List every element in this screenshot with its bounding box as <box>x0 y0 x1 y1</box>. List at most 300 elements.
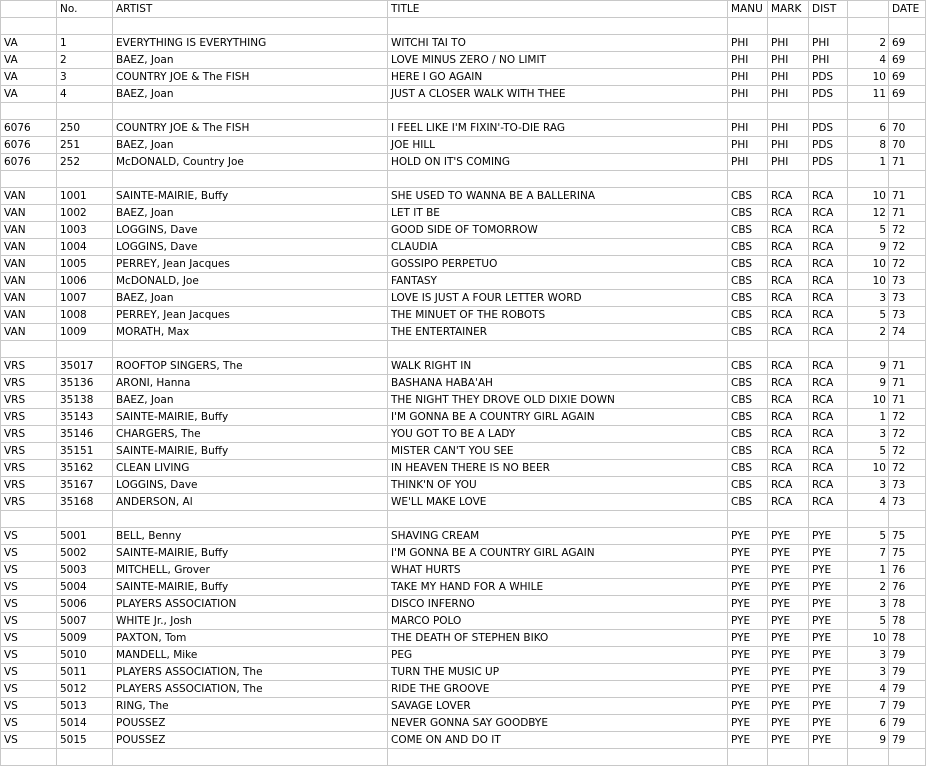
cell-distributor: PDS <box>809 137 848 154</box>
cell-marketing: PYE <box>768 715 809 732</box>
cell-manufacturer <box>728 171 768 188</box>
cell-label-code: VRS <box>1 358 57 375</box>
header-cell-artist: ARTIST <box>113 1 388 18</box>
table-row <box>1 52 926 69</box>
cell-month: 5 <box>848 307 889 324</box>
cell-artist: McDONALD, Joe <box>113 273 388 290</box>
cell-title: THE NIGHT THEY DROVE OLD DIXIE DOWN <box>388 392 728 409</box>
cell-catalog-number: 35167 <box>57 477 113 494</box>
cell-manufacturer: PYE <box>728 562 768 579</box>
cell-manufacturer: PYE <box>728 613 768 630</box>
cell-distributor: PYE <box>809 664 848 681</box>
table-row <box>1 698 926 715</box>
cell-year <box>889 171 926 188</box>
cell-month <box>848 749 889 766</box>
cell-artist: LOGGINS, Dave <box>113 477 388 494</box>
table-row <box>1 545 926 562</box>
cell-year: 69 <box>889 86 926 103</box>
cell-marketing: PYE <box>768 664 809 681</box>
cell-artist: PAXTON, Tom <box>113 630 388 647</box>
cell-artist: LOGGINS, Dave <box>113 222 388 239</box>
cell-month: 4 <box>848 494 889 511</box>
cell-year: 75 <box>889 545 926 562</box>
cell-year: 69 <box>889 35 926 52</box>
cell-title <box>388 511 728 528</box>
cell-year: 75 <box>889 528 926 545</box>
table-row <box>1 443 926 460</box>
cell-catalog-number: 1002 <box>57 205 113 222</box>
cell-year: 73 <box>889 290 926 307</box>
cell-year: 76 <box>889 579 926 596</box>
cell-month: 4 <box>848 52 889 69</box>
cell-marketing: PYE <box>768 579 809 596</box>
cell-artist: EVERYTHING IS EVERYTHING <box>113 35 388 52</box>
cell-manufacturer: CBS <box>728 443 768 460</box>
cell-distributor: RCA <box>809 188 848 205</box>
cell-artist: McDONALD, Country Joe <box>113 154 388 171</box>
cell-year: 71 <box>889 188 926 205</box>
cell-manufacturer: CBS <box>728 222 768 239</box>
cell-distributor: PDS <box>809 69 848 86</box>
cell-manufacturer: CBS <box>728 256 768 273</box>
cell-marketing: PHI <box>768 120 809 137</box>
cell-catalog-number: 35146 <box>57 426 113 443</box>
cell-marketing <box>768 103 809 120</box>
cell-year: 76 <box>889 562 926 579</box>
cell-marketing: RCA <box>768 426 809 443</box>
cell-manufacturer: CBS <box>728 358 768 375</box>
cell-artist: LOGGINS, Dave <box>113 239 388 256</box>
cell-month: 1 <box>848 154 889 171</box>
table-row <box>1 749 926 766</box>
cell-title: WE'LL MAKE LOVE <box>388 494 728 511</box>
cell-catalog-number: 35162 <box>57 460 113 477</box>
cell-title: GOOD SIDE OF TOMORROW <box>388 222 728 239</box>
cell-distributor: RCA <box>809 290 848 307</box>
cell-month: 1 <box>848 562 889 579</box>
cell-year: 71 <box>889 205 926 222</box>
cell-label-code: VAN <box>1 188 57 205</box>
cell-artist <box>113 18 388 35</box>
cell-artist: MITCHELL, Grover <box>113 562 388 579</box>
cell-label-code: VS <box>1 647 57 664</box>
cell-marketing: RCA <box>768 477 809 494</box>
cell-catalog-number: 5011 <box>57 664 113 681</box>
table-row <box>1 375 926 392</box>
cell-catalog-number: 5009 <box>57 630 113 647</box>
cell-marketing: RCA <box>768 273 809 290</box>
cell-month: 3 <box>848 426 889 443</box>
cell-distributor: RCA <box>809 256 848 273</box>
cell-month: 10 <box>848 273 889 290</box>
cell-title: HOLD ON IT'S COMING <box>388 154 728 171</box>
cell-artist: SAINTE-MAIRIE, Buffy <box>113 545 388 562</box>
cell-month: 9 <box>848 239 889 256</box>
table-row <box>1 18 926 35</box>
cell-title: LOVE MINUS ZERO / NO LIMIT <box>388 52 728 69</box>
cell-label-code: VA <box>1 69 57 86</box>
cell-year: 79 <box>889 647 926 664</box>
cell-label-code <box>1 511 57 528</box>
cell-month: 3 <box>848 664 889 681</box>
cell-year: 78 <box>889 630 926 647</box>
cell-year <box>889 341 926 358</box>
cell-catalog-number <box>57 749 113 766</box>
cell-title: RIDE THE GROOVE <box>388 681 728 698</box>
cell-title: NEVER GONNA SAY GOODBYE <box>388 715 728 732</box>
cell-month: 7 <box>848 698 889 715</box>
cell-artist: SAINTE-MAIRIE, Buffy <box>113 579 388 596</box>
cell-label-code: VS <box>1 596 57 613</box>
cell-manufacturer: PYE <box>728 545 768 562</box>
cell-marketing: PYE <box>768 613 809 630</box>
cell-year: 71 <box>889 358 926 375</box>
cell-manufacturer: CBS <box>728 188 768 205</box>
cell-artist: MORATH, Max <box>113 324 388 341</box>
cell-month: 9 <box>848 375 889 392</box>
cell-year: 74 <box>889 324 926 341</box>
cell-distributor: PHI <box>809 52 848 69</box>
cell-month: 5 <box>848 443 889 460</box>
cell-marketing: PYE <box>768 698 809 715</box>
cell-label-code: 6076 <box>1 154 57 171</box>
cell-distributor <box>809 749 848 766</box>
cell-label-code: VRS <box>1 392 57 409</box>
cell-manufacturer: CBS <box>728 307 768 324</box>
cell-catalog-number: 5014 <box>57 715 113 732</box>
cell-marketing: PYE <box>768 681 809 698</box>
cell-distributor <box>809 341 848 358</box>
cell-label-code: VS <box>1 681 57 698</box>
table-row <box>1 562 926 579</box>
cell-marketing: PYE <box>768 562 809 579</box>
cell-title: MISTER CAN'T YOU SEE <box>388 443 728 460</box>
cell-title: LET IT BE <box>388 205 728 222</box>
cell-title: SAVAGE LOVER <box>388 698 728 715</box>
cell-year: 71 <box>889 154 926 171</box>
cell-marketing: PHI <box>768 137 809 154</box>
cell-artist: CLEAN LIVING <box>113 460 388 477</box>
cell-label-code: VAN <box>1 324 57 341</box>
cell-label-code: VS <box>1 664 57 681</box>
cell-label-code: VRS <box>1 409 57 426</box>
cell-title: FANTASY <box>388 273 728 290</box>
cell-artist: CHARGERS, The <box>113 426 388 443</box>
cell-label-code <box>1 749 57 766</box>
cell-title: THE ENTERTAINER <box>388 324 728 341</box>
table-row <box>1 290 926 307</box>
cell-manufacturer: CBS <box>728 375 768 392</box>
cell-manufacturer: PYE <box>728 681 768 698</box>
cell-marketing: RCA <box>768 188 809 205</box>
cell-artist <box>113 103 388 120</box>
cell-catalog-number <box>57 341 113 358</box>
table-row <box>1 69 926 86</box>
cell-distributor: RCA <box>809 477 848 494</box>
cell-label-code: VAN <box>1 222 57 239</box>
cell-catalog-number: 1001 <box>57 188 113 205</box>
cell-month: 5 <box>848 613 889 630</box>
cell-month: 5 <box>848 528 889 545</box>
table-row <box>1 409 926 426</box>
cell-title: GOSSIPO PERPETUO <box>388 256 728 273</box>
cell-manufacturer: PYE <box>728 664 768 681</box>
cell-marketing: RCA <box>768 375 809 392</box>
header-cell-catalog-number: No. <box>57 1 113 18</box>
cell-label-code: 6076 <box>1 120 57 137</box>
cell-artist: MANDELL, Mike <box>113 647 388 664</box>
header-cell-marketing: MARK <box>768 1 809 18</box>
cell-year: 72 <box>889 222 926 239</box>
cell-month: 10 <box>848 460 889 477</box>
table-row <box>1 307 926 324</box>
header-cell-distributor: DIST <box>809 1 848 18</box>
header-cell-label-code <box>1 1 57 18</box>
cell-catalog-number: 35138 <box>57 392 113 409</box>
cell-artist: BAEZ, Joan <box>113 86 388 103</box>
cell-label-code: VS <box>1 545 57 562</box>
cell-month: 6 <box>848 120 889 137</box>
cell-month: 11 <box>848 86 889 103</box>
cell-year: 73 <box>889 273 926 290</box>
cell-manufacturer: PHI <box>728 69 768 86</box>
cell-title: IN HEAVEN THERE IS NO BEER <box>388 460 728 477</box>
cell-marketing: PYE <box>768 545 809 562</box>
cell-marketing: RCA <box>768 256 809 273</box>
cell-manufacturer: PYE <box>728 596 768 613</box>
cell-manufacturer <box>728 341 768 358</box>
cell-catalog-number: 35017 <box>57 358 113 375</box>
table-row <box>1 511 926 528</box>
cell-distributor: PYE <box>809 562 848 579</box>
cell-distributor: PDS <box>809 154 848 171</box>
table-row <box>1 154 926 171</box>
cell-marketing: RCA <box>768 222 809 239</box>
cell-manufacturer: PHI <box>728 86 768 103</box>
cell-artist: BAEZ, Joan <box>113 205 388 222</box>
header-cell-year: DATE <box>889 1 926 18</box>
cell-title: THINK'N OF YOU <box>388 477 728 494</box>
cell-label-code <box>1 341 57 358</box>
cell-month: 4 <box>848 681 889 698</box>
cell-month: 2 <box>848 579 889 596</box>
cell-month: 6 <box>848 715 889 732</box>
cell-artist: PLAYERS ASSOCIATION, The <box>113 664 388 681</box>
cell-distributor: PDS <box>809 120 848 137</box>
table-row <box>1 273 926 290</box>
cell-catalog-number: 251 <box>57 137 113 154</box>
cell-manufacturer: CBS <box>728 290 768 307</box>
cell-marketing: RCA <box>768 460 809 477</box>
table-row <box>1 613 926 630</box>
cell-artist <box>113 749 388 766</box>
cell-marketing <box>768 749 809 766</box>
cell-month <box>848 511 889 528</box>
cell-distributor: PYE <box>809 732 848 749</box>
cell-marketing: PHI <box>768 69 809 86</box>
header-cell-month <box>848 1 889 18</box>
cell-label-code: VA <box>1 86 57 103</box>
cell-distributor <box>809 103 848 120</box>
cell-catalog-number: 1008 <box>57 307 113 324</box>
cell-marketing: RCA <box>768 409 809 426</box>
cell-artist <box>113 511 388 528</box>
cell-year: 71 <box>889 375 926 392</box>
cell-catalog-number: 252 <box>57 154 113 171</box>
table-row <box>1 477 926 494</box>
table-row <box>1 188 926 205</box>
cell-manufacturer <box>728 511 768 528</box>
cell-distributor: PYE <box>809 579 848 596</box>
cell-title <box>388 171 728 188</box>
cell-manufacturer: CBS <box>728 273 768 290</box>
cell-title: SHE USED TO WANNA BE A BALLERINA <box>388 188 728 205</box>
cell-distributor: PYE <box>809 596 848 613</box>
cell-catalog-number: 1006 <box>57 273 113 290</box>
cell-title <box>388 103 728 120</box>
cell-marketing <box>768 341 809 358</box>
cell-catalog-number: 2 <box>57 52 113 69</box>
cell-distributor: PYE <box>809 647 848 664</box>
cell-catalog-number: 35151 <box>57 443 113 460</box>
cell-label-code: VAN <box>1 256 57 273</box>
cell-year: 78 <box>889 613 926 630</box>
cell-distributor: PYE <box>809 613 848 630</box>
cell-marketing: PHI <box>768 52 809 69</box>
cell-title: WALK RIGHT IN <box>388 358 728 375</box>
cell-label-code: 6076 <box>1 137 57 154</box>
cell-title: HERE I GO AGAIN <box>388 69 728 86</box>
cell-label-code: VA <box>1 52 57 69</box>
cell-marketing: RCA <box>768 205 809 222</box>
cell-label-code: VS <box>1 579 57 596</box>
cell-catalog-number: 1009 <box>57 324 113 341</box>
cell-distributor: RCA <box>809 324 848 341</box>
cell-distributor: RCA <box>809 375 848 392</box>
cell-year: 72 <box>889 239 926 256</box>
cell-title: CLAUDIA <box>388 239 728 256</box>
table-row <box>1 120 926 137</box>
table-row <box>1 239 926 256</box>
cell-distributor: RCA <box>809 494 848 511</box>
table-row <box>1 426 926 443</box>
table-row <box>1 341 926 358</box>
cell-distributor <box>809 511 848 528</box>
cell-marketing: RCA <box>768 443 809 460</box>
cell-catalog-number <box>57 18 113 35</box>
cell-label-code: VS <box>1 613 57 630</box>
cell-artist: ANDERSON, Al <box>113 494 388 511</box>
cell-month: 2 <box>848 35 889 52</box>
cell-title: BASHANA HABA'AH <box>388 375 728 392</box>
cell-manufacturer: PYE <box>728 630 768 647</box>
cell-label-code: VS <box>1 630 57 647</box>
cell-year: 72 <box>889 409 926 426</box>
cell-catalog-number: 5007 <box>57 613 113 630</box>
cell-month: 12 <box>848 205 889 222</box>
cell-year: 70 <box>889 120 926 137</box>
cell-marketing: RCA <box>768 290 809 307</box>
cell-year: 69 <box>889 52 926 69</box>
cell-label-code: VRS <box>1 375 57 392</box>
cell-distributor: PYE <box>809 698 848 715</box>
cell-title: I'M GONNA BE A COUNTRY GIRL AGAIN <box>388 545 728 562</box>
cell-distributor: RCA <box>809 273 848 290</box>
cell-distributor: PHI <box>809 35 848 52</box>
cell-label-code <box>1 171 57 188</box>
cell-artist: BELL, Benny <box>113 528 388 545</box>
table-row <box>1 630 926 647</box>
cell-year: 79 <box>889 681 926 698</box>
cell-marketing: PYE <box>768 732 809 749</box>
table-row <box>1 494 926 511</box>
cell-artist: PERREY, Jean Jacques <box>113 307 388 324</box>
cell-label-code: VAN <box>1 290 57 307</box>
table-row <box>1 35 926 52</box>
cell-title: JOE HILL <box>388 137 728 154</box>
cell-marketing <box>768 171 809 188</box>
cell-title: PEG <box>388 647 728 664</box>
cell-artist: BAEZ, Joan <box>113 137 388 154</box>
table-row <box>1 664 926 681</box>
cell-distributor: PYE <box>809 681 848 698</box>
cell-manufacturer: PHI <box>728 120 768 137</box>
cell-distributor: RCA <box>809 426 848 443</box>
table-row <box>1 732 926 749</box>
cell-label-code: VS <box>1 732 57 749</box>
cell-artist: PLAYERS ASSOCIATION, The <box>113 681 388 698</box>
cell-title: YOU GOT TO BE A LADY <box>388 426 728 443</box>
cell-title: I'M GONNA BE A COUNTRY GIRL AGAIN <box>388 409 728 426</box>
cell-label-code: VRS <box>1 477 57 494</box>
header-cell-manufacturer: MANU <box>728 1 768 18</box>
cell-title: TAKE MY HAND FOR A WHILE <box>388 579 728 596</box>
cell-label-code <box>1 103 57 120</box>
cell-month: 1 <box>848 409 889 426</box>
cell-artist: POUSSEZ <box>113 732 388 749</box>
table-row <box>1 460 926 477</box>
cell-year: 73 <box>889 494 926 511</box>
table-row <box>1 392 926 409</box>
cell-manufacturer: CBS <box>728 477 768 494</box>
cell-month: 2 <box>848 324 889 341</box>
table-row <box>1 86 926 103</box>
cell-month: 3 <box>848 647 889 664</box>
cell-label-code: VS <box>1 715 57 732</box>
cell-label-code: VS <box>1 562 57 579</box>
cell-year: 72 <box>889 460 926 477</box>
cell-manufacturer: PYE <box>728 732 768 749</box>
cell-title: TURN THE MUSIC UP <box>388 664 728 681</box>
cell-month <box>848 103 889 120</box>
cell-catalog-number <box>57 103 113 120</box>
cell-marketing: RCA <box>768 392 809 409</box>
cell-label-code: VRS <box>1 426 57 443</box>
cell-title: I FEEL LIKE I'M FIXIN'-TO-DIE RAG <box>388 120 728 137</box>
cell-distributor: RCA <box>809 392 848 409</box>
cell-title: WITCHI TAI TO <box>388 35 728 52</box>
cell-catalog-number: 1004 <box>57 239 113 256</box>
cell-artist: PLAYERS ASSOCIATION <box>113 596 388 613</box>
table-row <box>1 647 926 664</box>
cell-catalog-number: 5001 <box>57 528 113 545</box>
cell-distributor: PYE <box>809 545 848 562</box>
cell-manufacturer: CBS <box>728 239 768 256</box>
cell-title: THE DEATH OF STEPHEN BIKO <box>388 630 728 647</box>
cell-distributor <box>809 18 848 35</box>
cell-label-code: VRS <box>1 443 57 460</box>
cell-artist: RING, The <box>113 698 388 715</box>
